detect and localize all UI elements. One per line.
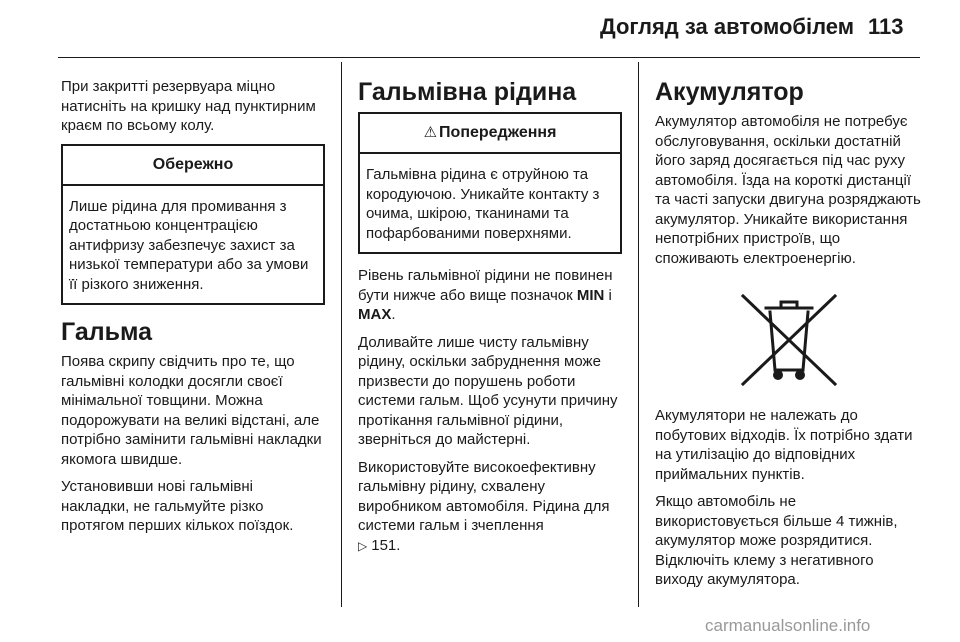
intro-paragraph: При закритті резервуара міцно натисніть на кришку над пунктирним краєм по всьому колу.	[61, 78, 316, 134]
page-header-title: Догляд за автомобілем	[600, 14, 855, 39]
battery-paragraph-1: Акумулятор автомобіля не потребує обслуговування, оскільки достатній його заряд досягається під час руху автомобіля. Їзда на короткі дистанції та часті запуски двигуна розряджають акумулятор. Уникайте використання непотрібних пристроїв, що споживають електроенергію.	[655, 113, 921, 267]
warning-text: Гальмівна рідина є отруйною та кородуючою. Уникайте контакту з очима, шкірою, тканинами та пофарбованими поверхнями.	[366, 166, 600, 242]
column-3	[655, 77, 923, 598]
page-reference-icon: ▷	[358, 538, 368, 553]
brakes-heading: Гальма	[61, 318, 153, 346]
warning-box	[358, 112, 622, 254]
battery-paragraph-3: Якщо автомобіль не використовується більше 4 тижнів, акумулятор може розрядитися. Відключіть клему з негативного виходу акумулятора.	[655, 493, 898, 588]
brakes-paragraph-2: Установивши нові гальмівні накладки, не гальмуйте різко протягом перших кількох поїздок.	[61, 478, 294, 534]
fluid-spec-text: Використовуйте високоефективну гальмівну рідину, схвалену виробником автомобіля. Рідина для системи гальм і зчеплення	[358, 458, 610, 534]
and-text: і	[608, 286, 612, 304]
crossed-out-wheelie-bin-icon	[733, 290, 845, 388]
warning-triangle-icon: ⚠	[423, 124, 438, 141]
watermark: carmanualsonline.info	[705, 616, 871, 635]
clean-fluid-paragraph: Доливайте лише чисту гальмівну рідину, оскільки забруднення може призвести до порушень роботи системи гальм. Щоб усунути причину протікання гальмівної рідини, зверніться до майстерні.	[358, 333, 618, 448]
header-divider	[58, 57, 920, 58]
period-text: .	[391, 306, 396, 323]
page-number: 113	[868, 14, 904, 39]
warning-title: Попередження	[439, 124, 557, 141]
fluid-spec-paragraph	[358, 458, 622, 557]
brake-fluid-heading: Гальмівна рідина	[358, 78, 577, 106]
battery-paragraph-2: Акумулятори не належать до побутових відходів. Їх потрібно здати на утилізацію до відповідних приймальних пунктів.	[655, 407, 913, 483]
fluid-level-text: Рівень гальмівної рідини не повинен бути нижче або вище позначок	[358, 267, 613, 304]
caution-text: Лише рідина для промивання з достатньою концентрацією антифризу забезпечує захист за низької температури або за умови її різкого зниження.	[69, 197, 309, 293]
min-mark: MIN	[576, 286, 605, 304]
caution-title: Обережно	[63, 146, 323, 186]
column-divider-2	[638, 62, 639, 607]
fluid-level-paragraph	[358, 266, 622, 325]
battery-heading: Акумулятор	[655, 78, 804, 106]
column-divider-1	[341, 62, 342, 607]
page-reference-link[interactable]: 151.	[371, 536, 401, 554]
column-2	[358, 77, 622, 564]
column-1	[61, 77, 325, 544]
warning-header	[360, 114, 620, 154]
brakes-paragraph-1: Поява скрипу свідчить про те, що гальмівні колодки досягли своєї мінімальної товщини. Можна подорожувати на великі відстані, але потрібно замінити гальмівні накладки якомога швидше.	[61, 353, 322, 468]
max-mark: MAX	[358, 306, 392, 323]
caution-box	[61, 144, 325, 306]
